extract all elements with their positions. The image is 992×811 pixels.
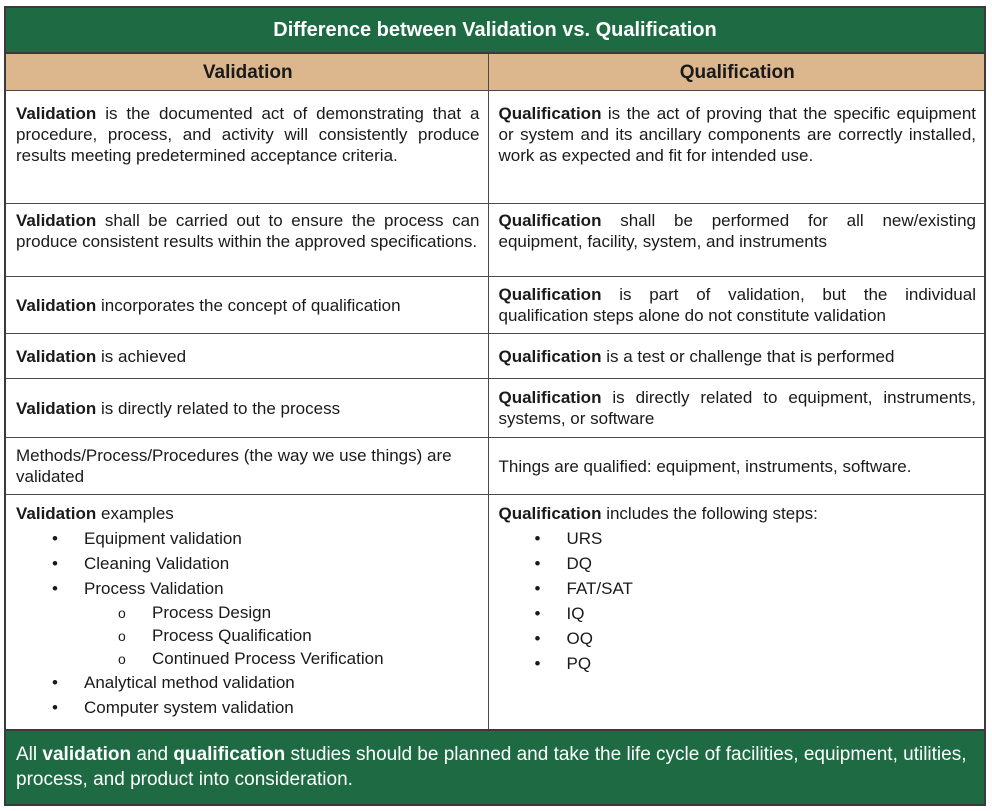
table-row	[6, 204, 984, 277]
qualification-cell	[488, 91, 984, 204]
bold-term: Validation	[16, 295, 97, 315]
footer-text: and	[131, 744, 174, 765]
bold-term: Validation	[16, 211, 97, 230]
list-item: • Equipment validation	[84, 526, 480, 551]
cell-text: shall be performed for all new/existing equipment, facility, system, and instruments	[498, 211, 976, 251]
qualification-cell	[488, 204, 984, 277]
validation-cell	[6, 334, 488, 379]
bold-term: Validation	[16, 104, 97, 123]
qualification-cell: Things are qualified: equipment, instruments, software.	[488, 438, 984, 495]
cell-text: examples	[96, 504, 174, 523]
header-row	[6, 54, 984, 91]
comparison-table-frame	[4, 6, 986, 806]
bold-term: Qualification	[498, 285, 602, 304]
validation-cell	[6, 91, 488, 204]
footer-text: All	[16, 744, 43, 765]
list-item: • OQ	[567, 626, 977, 651]
table-title: Difference between Validation vs. Qualification	[6, 8, 984, 54]
footer-bold-validation: validation	[42, 744, 132, 765]
footer-note	[6, 729, 984, 804]
process-validation-sublist	[84, 601, 480, 670]
cell-text: shall be carried out to ensure the process can produce consistent results within the approved specifications.	[16, 211, 480, 251]
cell-text: is directly related to equipment, instruments, systems, or software	[498, 388, 976, 428]
bold-term: Validation	[16, 346, 97, 366]
list-item-label: Process Validation	[84, 579, 224, 598]
sub-list-item: o Process Design	[152, 601, 480, 624]
bold-term: Qualification	[498, 388, 602, 407]
cell-text: is part of validation, but the individual qualification steps alone do not constitute validation	[498, 285, 976, 325]
validation-examples-list	[16, 526, 480, 720]
bold-term: Qualification	[498, 211, 602, 230]
qualification-steps-list	[499, 526, 977, 676]
qualification-cell	[488, 379, 984, 438]
cell-text: is the documented act of demonstrating that a procedure, process, and activity will consistently produce results meeting predetermined acceptance criteria.	[16, 104, 480, 165]
bold-term: Validation	[16, 398, 97, 418]
bold-term: Validation	[16, 504, 97, 523]
table-row	[6, 495, 984, 748]
table-row	[6, 438, 984, 495]
table-row	[6, 334, 984, 379]
footer-text: studies should be planned and take the life cycle of facilities, equipment, utilities, process, and product into consideration.	[16, 744, 967, 790]
bold-term: Qualification	[498, 346, 602, 366]
cell-text: incorporates the concept of qualification	[96, 295, 401, 315]
table-row	[6, 277, 984, 334]
cell-text: includes the following steps:	[601, 504, 818, 523]
qualification-cell	[488, 277, 984, 334]
header-validation: Validation	[6, 54, 488, 91]
list-item: • IQ	[567, 601, 977, 626]
cell-text: is the act of proving that the specific equipment or system and its ancillary components are correctly installed, work as expected and fit for intended use.	[498, 104, 976, 165]
validation-cell	[6, 204, 488, 277]
footer-bold-qualification: qualification	[173, 744, 286, 765]
header-qualification: Qualification	[488, 54, 984, 91]
validation-cell	[6, 277, 488, 334]
bold-term: Qualification	[498, 104, 602, 123]
cell-text: is achieved	[96, 346, 187, 366]
list-item	[84, 576, 480, 670]
validation-examples-cell	[6, 495, 488, 748]
cell-text: is directly related to the process	[96, 398, 341, 418]
comparison-table	[6, 54, 984, 748]
list-item: • URS	[567, 526, 977, 551]
list-item: • Cleaning Validation	[84, 551, 480, 576]
sub-list-item: o Process Qualification	[152, 624, 480, 647]
qualification-steps-cell	[488, 495, 984, 748]
qualification-cell	[488, 334, 984, 379]
table-row	[6, 91, 984, 204]
sub-list-item: o Continued Process Verification	[152, 647, 480, 670]
bold-term: Qualification	[498, 504, 602, 523]
list-item: • Computer system validation	[84, 695, 480, 720]
validation-cell: Methods/Process/Procedures (the way we use things) are validated	[6, 438, 488, 495]
table-row	[6, 379, 984, 438]
validation-cell	[6, 379, 488, 438]
list-item: • DQ	[567, 551, 977, 576]
list-item: • Analytical method validation	[84, 670, 480, 695]
list-item: • PQ	[567, 651, 977, 676]
cell-text: is a test or challenge that is performed	[601, 346, 895, 366]
list-item: • FAT/SAT	[567, 576, 977, 601]
